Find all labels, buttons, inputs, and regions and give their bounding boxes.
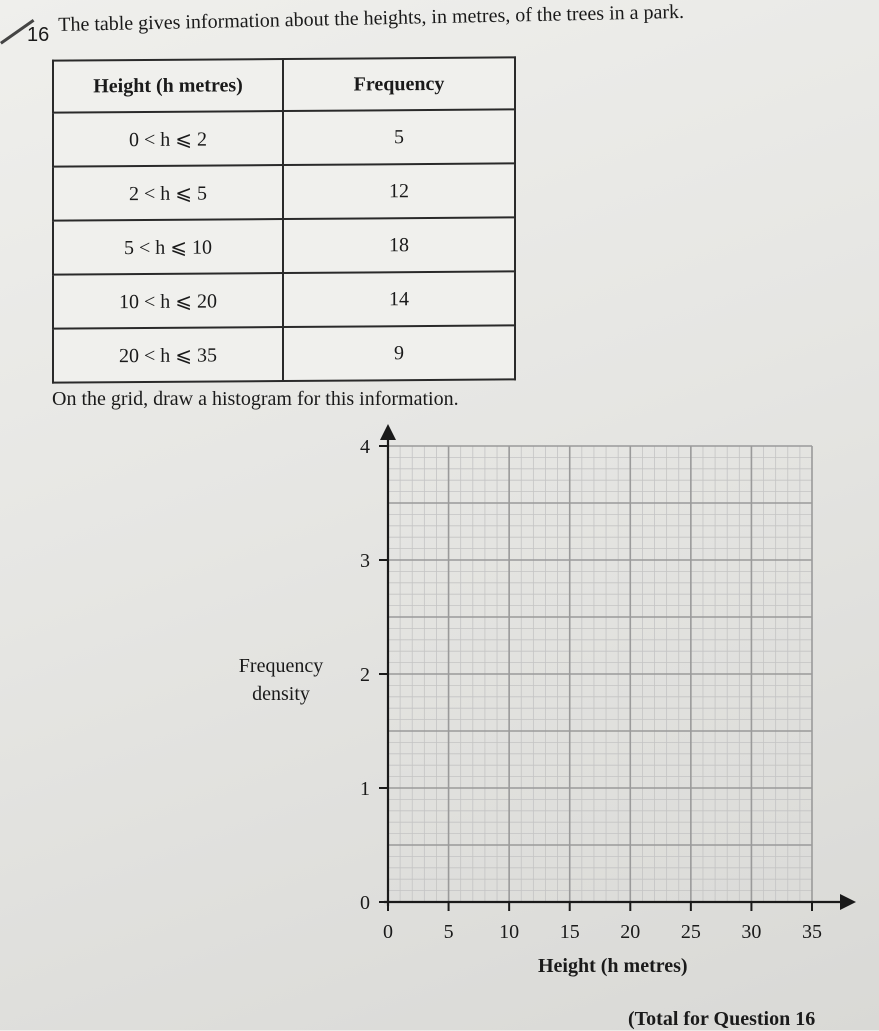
interval-cell: 20 < h ⩽ 35 — [53, 327, 283, 383]
frequency-cell: 14 — [283, 271, 515, 327]
header-frequency: Frequency — [283, 57, 515, 111]
x-axis-label: Height (h metres) — [538, 955, 688, 977]
frequency-cell: 12 — [283, 163, 515, 219]
x-tick-label: 5 — [443, 921, 454, 943]
y-tick-label: 0 — [360, 892, 370, 914]
x-tick-label: 35 — [802, 921, 822, 943]
question-instruction: On the grid, draw a histogram for this information. — [52, 388, 459, 410]
x-tick-label: 25 — [680, 921, 701, 943]
tick-labels — [360, 436, 822, 943]
y-axis-label-text: Frequency density — [238, 655, 324, 705]
frequency-cell: 18 — [283, 217, 515, 273]
interval-cell: 10 < h ⩽ 20 — [53, 273, 283, 329]
y-tick-label: 3 — [360, 550, 370, 572]
y-tick-label: 1 — [360, 778, 370, 800]
interval-cell: 0 < h ⩽ 2 — [53, 111, 283, 167]
frequency-cell: 5 — [283, 109, 515, 165]
x-tick-label: 15 — [559, 921, 580, 943]
interval-cell: 2 < h ⩽ 5 — [53, 165, 283, 221]
x-tick-label: 30 — [741, 921, 762, 943]
y-tick-label: 4 — [360, 436, 370, 458]
y-tick-label: 2 — [360, 664, 370, 686]
interval-cell: 5 < h ⩽ 10 — [53, 219, 283, 275]
question-number: 16 — [27, 24, 50, 46]
x-tick-label: 0 — [383, 921, 393, 943]
x-axis-arrow — [840, 894, 856, 910]
axes — [379, 424, 856, 911]
header-height: Height (h metres) — [53, 59, 283, 113]
total-marks: (Total for Question 16 — [628, 1008, 816, 1030]
y-axis-arrow — [380, 424, 396, 440]
x-tick-label: 10 — [499, 921, 520, 943]
frequency-cell: 9 — [283, 325, 515, 381]
x-tick-label: 20 — [620, 921, 641, 943]
question-intro: The table gives information about the heights, in metres, of the trees in a park. — [58, 0, 685, 36]
